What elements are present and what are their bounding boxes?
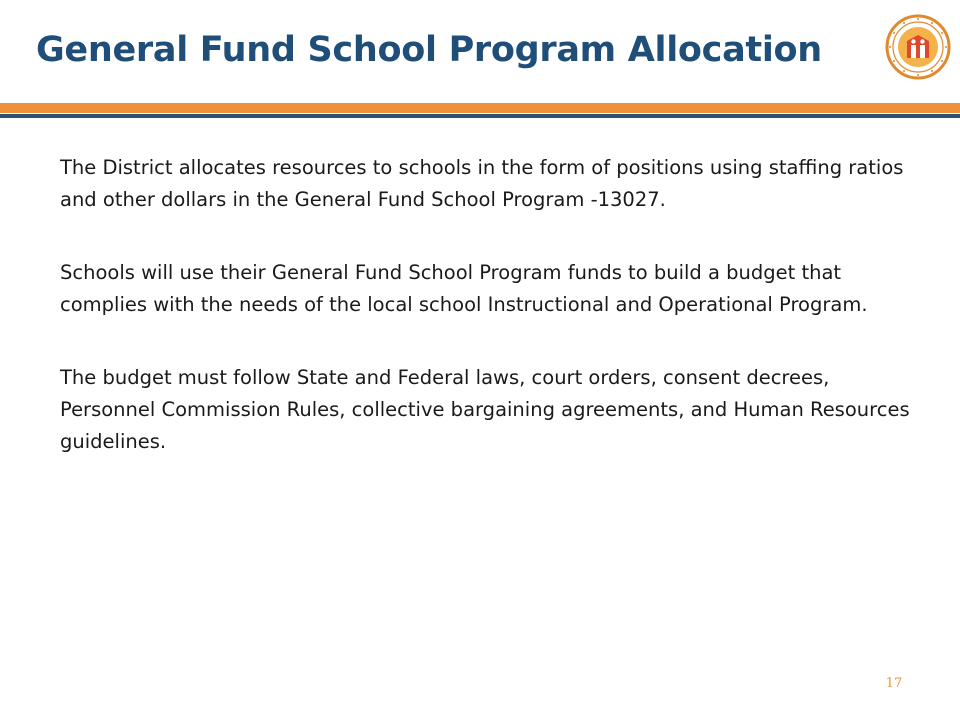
header-rule-blue — [0, 114, 960, 118]
page-number: 17 — [885, 676, 903, 691]
paragraph: Schools will use their General Fund School Program funds to build a budget that complies with the needs of the local school Instructional and Operational Program. — [60, 261, 868, 316]
slide-body — [60, 152, 910, 499]
slide-title: General Fund School Program Allocation — [36, 30, 822, 70]
paragraph: The budget must follow State and Federal laws, court orders, consent decrees, Personnel Commission Rules, collective bargaining agreements, and Human Resources guidelines. — [60, 366, 910, 453]
header-rule-orange — [0, 103, 960, 113]
paragraph: The District allocates resources to schools in the form of positions using staffing ratios and other dollars in the General Fund School Program -13027. — [60, 156, 904, 211]
school-district-seal-icon — [885, 14, 951, 80]
